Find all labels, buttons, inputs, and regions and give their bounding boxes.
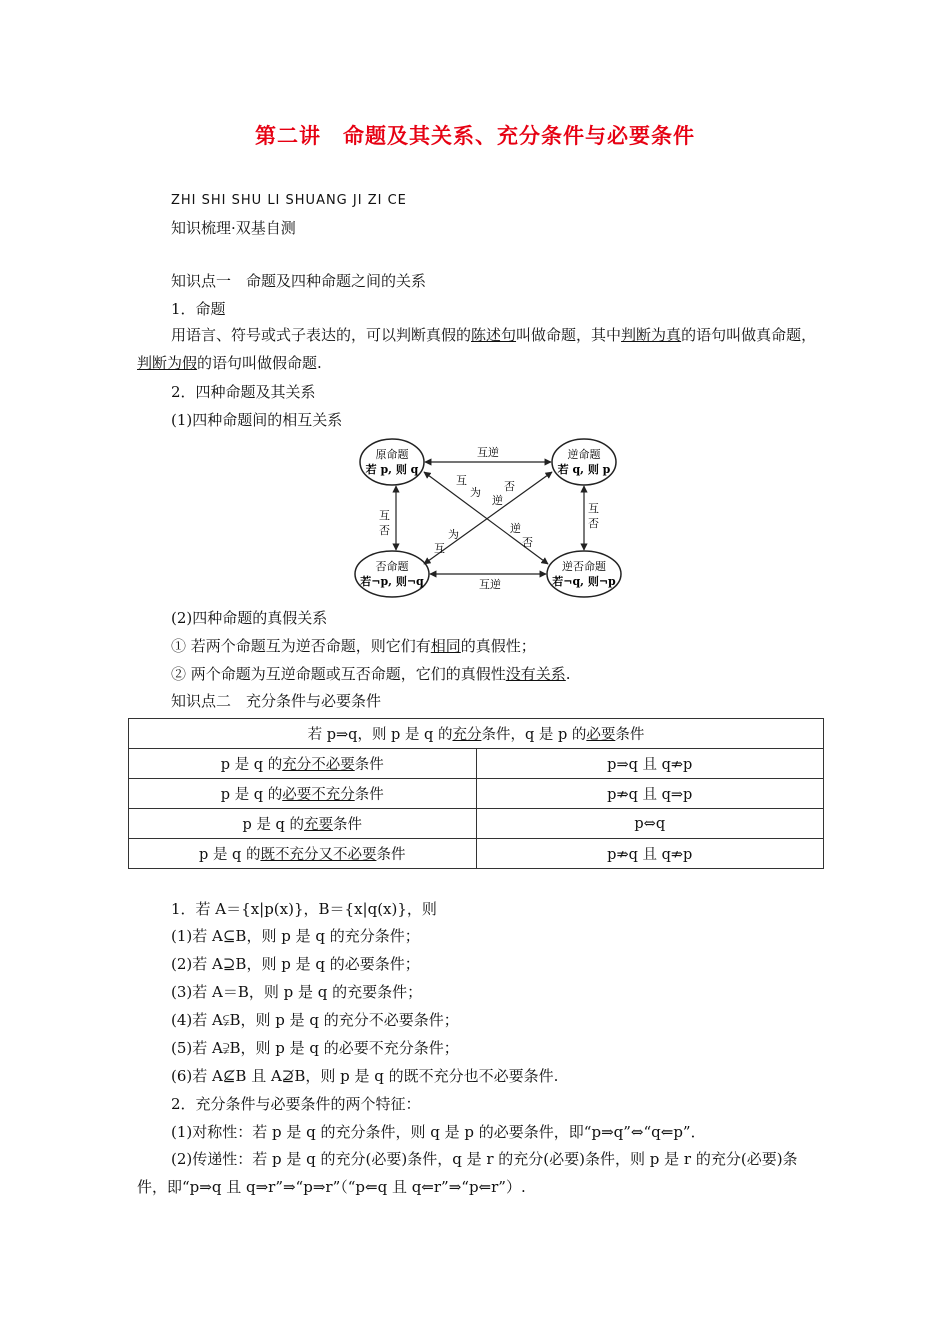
d1-fou: 否 — [504, 480, 515, 493]
condition-cell — [129, 779, 477, 809]
note-2-symmetry: (1)对称性：若 p 是 q 的充分条件，则 q 是 p 的必要条件，即“p⇒q”⇔“q⇐p”． — [171, 1123, 706, 1141]
d2-hu: 互 — [434, 542, 445, 555]
r1-blank: 相同 — [430, 637, 461, 655]
c1-a: p 是 q 的 — [220, 787, 283, 803]
c3-a: p 是 q 的 — [199, 847, 261, 863]
r2-a: ② 两个命题为互逆命题或互否命题，它们的真假性 — [171, 665, 506, 683]
kp2-heading: 知识点二 充分条件与必要条件 — [171, 692, 382, 710]
original-proposition-node — [360, 439, 424, 485]
c0-b: 条件 — [354, 757, 384, 773]
def-text-c: 的语句叫做真命题， — [681, 326, 817, 344]
d1-ni: 逆 — [492, 494, 503, 507]
r1-b: 的真假性； — [460, 637, 536, 655]
def-text-b: 叫做命题，其中 — [516, 326, 622, 344]
note-1-item: (5)若 A⫌B，则 p 是 q 的必要不充分条件； — [171, 1039, 459, 1057]
relation-cell: p⇏q 且 q⇒p — [476, 779, 824, 809]
label-bottom-huni: 互逆 — [479, 578, 501, 591]
table-row — [129, 809, 824, 839]
label-left-fou-char: 否 — [379, 524, 390, 537]
condition-cell — [129, 749, 477, 779]
c2-b: 条件 — [332, 817, 362, 833]
orig-title: 原命题 — [375, 448, 409, 461]
relation-cell: p⇒q 且 q⇏p — [476, 749, 824, 779]
four-propositions-diagram — [352, 436, 622, 602]
table-header-row — [129, 719, 824, 749]
c1-blank: 必要不充分 — [282, 787, 355, 803]
d1-hu: 互 — [456, 474, 467, 487]
inv-title: 否命题 — [375, 560, 409, 573]
r2-blank: 没有关系 — [505, 665, 566, 683]
def-blank-1: 陈述句 — [471, 326, 517, 344]
d2-ni: 逆 — [510, 522, 521, 535]
hdr-b: 条件，q 是 p 的 — [481, 727, 587, 743]
label-right-hu: 互 — [588, 502, 599, 515]
table-row — [129, 839, 824, 869]
def-blank-3: 判断为假 — [137, 354, 198, 372]
table-header-cell — [129, 719, 824, 749]
kp1-sub1: 1．命题 — [171, 300, 226, 318]
d1-wei: 为 — [470, 486, 481, 499]
note-1: 1．若 A＝{x|p(x)}，B＝{x|q(x)}，则 — [171, 900, 437, 918]
relation-cell: p⇔q — [476, 809, 824, 839]
conditions-table — [128, 718, 824, 869]
note-2: 2．充分条件与必要条件的两个特征： — [171, 1095, 421, 1113]
truth-rule-2 — [171, 664, 571, 684]
note-1-item: (1)若 A⊆B，则 p 是 q 的充分条件； — [171, 927, 420, 945]
contra-body: 若¬q, 则¬p — [552, 575, 616, 588]
proposition-definition — [137, 321, 817, 377]
section-pinyin: ZHI SHI SHU LI SHUANG JI ZI CE — [171, 193, 407, 208]
note-1-item: (3)若 A＝B，则 p 是 q 的充要条件； — [171, 983, 423, 1001]
section-name: 知识梳理·双基自测 — [171, 219, 296, 237]
hdr-blank-1: 充分 — [452, 727, 482, 743]
c3-b: 条件 — [376, 847, 406, 863]
condition-cell — [129, 839, 477, 869]
c2-a: p 是 q 的 — [242, 817, 304, 833]
c0-blank: 充分不必要 — [282, 757, 355, 773]
conv-body: 若 q, 则 p — [557, 463, 611, 476]
contrapositive-proposition-node — [547, 551, 621, 597]
page-title: 第二讲 命题及其关系、充分条件与必要条件 — [255, 124, 695, 148]
r2-b: . — [565, 665, 571, 683]
c1-b: 条件 — [354, 787, 384, 803]
conv-title: 逆命题 — [567, 448, 601, 461]
kp1-heading: 知识点一 命题及四种命题之间的关系 — [171, 272, 427, 290]
def-blank-2: 判断为真 — [621, 326, 682, 344]
kp1-sub2-2: (2)四种命题的真假关系 — [171, 609, 328, 627]
inv-body: 若¬p, 则¬q — [360, 575, 424, 588]
note-1-item: (4)若 A⫋B，则 p 是 q 的充分不必要条件； — [171, 1011, 459, 1029]
def-text-a: 用语言、符号或式子表达的，可以判断真假的 — [171, 326, 472, 344]
note-1-item: (2)若 A⊇B，则 p 是 q 的必要条件； — [171, 955, 420, 973]
hdr-blank-2: 必要 — [586, 727, 616, 743]
contra-title: 逆否命题 — [562, 560, 606, 573]
d2-wei: 为 — [448, 528, 459, 541]
label-right-fou: 否 — [588, 517, 599, 530]
r1-a: ① 若两个命题互为逆否命题，则它们有 — [171, 637, 431, 655]
hdr-c: 条件 — [615, 727, 645, 743]
orig-body: 若 p, 则 q — [365, 463, 419, 476]
label-left-hu: 互 — [379, 509, 390, 522]
converse-proposition-node — [552, 439, 616, 485]
kp1-sub2-1: (1)四种命题间的相互关系 — [171, 411, 343, 429]
relation-cell: p⇏q 且 q⇏p — [476, 839, 824, 869]
d2-fou: 否 — [522, 536, 533, 549]
inverse-proposition-node — [355, 551, 429, 597]
kp1-sub2: 2．四种命题及其关系 — [171, 383, 316, 401]
condition-cell — [129, 809, 477, 839]
note-2-transitivity: (2)传递性：若 p 是 q 的充分(必要)条件，q 是 r 的充分(必要)条件，则 p 是 r 的充分(必要)条件，即“p⇒q 且 q⇒r”⇒“p⇒r”（“p⇐q 且 q⇐r”⇒“p⇐r”）. — [137, 1150, 798, 1196]
c3-blank: 既不充分又不必要 — [260, 847, 377, 863]
table-row — [129, 749, 824, 779]
c2-blank: 充要 — [303, 817, 333, 833]
hdr-a: 若 p⇒q，则 p 是 q 的 — [307, 727, 453, 743]
c0-a: p 是 q 的 — [220, 757, 283, 773]
def-text-d: 的语句叫做假命题. — [197, 354, 322, 372]
label-top-huni: 互逆 — [477, 446, 499, 459]
table-row — [129, 779, 824, 809]
note-1-item: (6)若 A⊈B 且 A⊉B，则 p 是 q 的既不充分也不必要条件. — [171, 1067, 559, 1085]
truth-rule-1 — [171, 636, 536, 656]
